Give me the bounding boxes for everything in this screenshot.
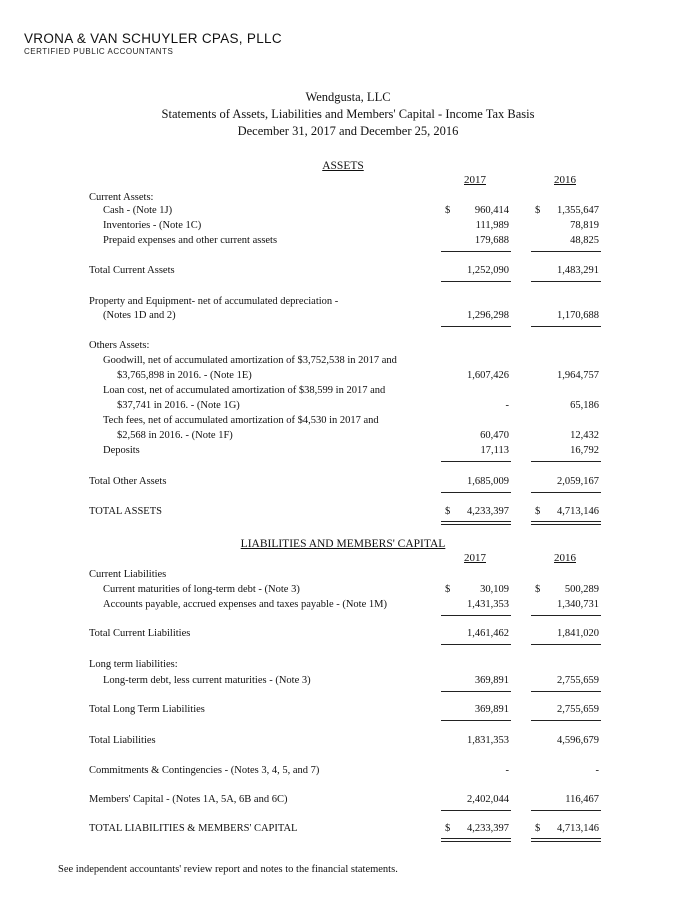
rule-prepaid-2017 [441,251,511,252]
members-capital-2016: 116,467 [565,794,599,805]
total-liab-capital-2016: 4,713,146 [557,823,599,834]
loan-cost-label-line1: Loan cost, net of accumulated amortization of $38,599 in 2017 and [103,385,386,396]
accounts-payable-2017: 1,431,353 [467,599,509,610]
total-liabilities-label: Total Liabilities [89,735,156,746]
current-maturities-2016: 500,289 [564,584,599,595]
col-header-2017: 2017 [464,174,486,186]
rule-total-long-term-2017 [441,720,511,721]
firm-letterhead [24,31,282,56]
total-assets-label: TOTAL ASSETS [89,506,162,517]
total-liab-capital-currency-2016: $ [535,823,541,834]
rule-total-current-liab-2017 [441,644,511,645]
goodwill-2016: 1,964,757 [557,370,599,381]
long-term-debt-2017: 369,891 [474,675,509,686]
rule-long-term-debt-2017 [441,691,511,692]
double-rule-total-liab-2017 [441,838,511,842]
deposits-label: Deposits [103,445,140,456]
total-assets-2017: 4,233,397 [467,506,509,517]
current-maturities-currency-2017: $ [445,584,451,595]
rule-property-2017 [441,326,511,327]
total-long-term-2016: 2,755,659 [557,704,599,715]
loan-cost-2016: 65,186 [570,400,599,411]
double-rule-total-assets-2017 [441,521,511,525]
goodwill-label-line2: $3,765,898 in 2016. - (Note 1E) [117,370,252,381]
rule-total-long-term-2016 [531,720,601,721]
col-header-2016: 2016 [554,174,576,186]
rule-deposits-2017 [441,461,511,462]
total-other-assets-label: Total Other Assets [89,476,167,487]
other-assets-heading: Others Assets: [89,340,150,351]
tech-fees-label-line1: Tech fees, net of accumulated amortization of $4,530 in 2017 and [103,415,379,426]
members-capital-label: Members' Capital - (Notes 1A, 5A, 6B and 6C) [89,794,288,805]
liab-col-header-2016: 2016 [554,552,576,564]
loan-cost-label-line2: $37,741 in 2016. - (Note 1G) [117,400,240,411]
rule-deposits-2016 [531,461,601,462]
total-current-liabilities-label: Total Current Liabilities [89,628,191,639]
rule-long-term-debt-2016 [531,691,601,692]
current-maturities-label: Current maturities of long-term debt - (Note 3) [103,584,300,595]
current-maturities-currency-2016: $ [535,584,541,595]
double-rule-total-assets-2016 [531,521,601,525]
total-current-liabilities-2017: 1,461,462 [467,628,509,639]
cash-2016: 1,355,647 [557,205,599,216]
rule-property-2016 [531,326,601,327]
accounts-payable-2016: 1,340,731 [557,599,599,610]
rule-accounts-payable-2017 [441,615,511,616]
property-2017: 1,296,298 [467,310,509,321]
inventories-2016: 78,819 [570,220,599,231]
rule-members-capital-2017 [441,810,511,811]
rule-total-current-2017 [441,281,511,282]
total-long-term-label: Total Long Term Liabilities [89,704,205,715]
cash-2017: 960,414 [474,205,509,216]
prepaid-2017: 179,688 [474,235,509,246]
deposits-2017: 17,113 [480,445,509,456]
members-capital-2017: 2,402,044 [467,794,509,805]
total-current-assets-2017: 1,252,090 [467,265,509,276]
cash-currency-2017: $ [445,205,451,216]
deposits-2016: 16,792 [570,445,599,456]
inventories-2017: 111,989 [475,220,509,231]
cash-label: Cash - (Note 1J) [103,205,173,216]
firm-subtitle: CERTIFIED PUBLIC ACCOUNTANTS [24,47,174,56]
total-liab-capital-label: TOTAL LIABILITIES & MEMBERS' CAPITAL [89,823,298,834]
total-current-liabilities-2016: 1,841,020 [557,628,599,639]
total-current-assets-2016: 1,483,291 [557,265,599,276]
prepaid-2016: 48,825 [570,235,599,246]
tech-fees-label-line2: $2,568 in 2016. - (Note 1F) [117,430,233,441]
long-term-debt-label: Long-term debt, less current maturities - (Note 3) [103,675,311,686]
rule-total-other-2017 [441,492,511,493]
property-label-line1: Property and Equipment- net of accumulated depreciation - [89,296,339,307]
company-name: Wendgusta, LLC [305,90,391,104]
current-liabilities-heading: Current Liabilities [89,569,167,580]
long-term-heading: Long term liabilities: [89,659,178,670]
total-assets-currency-2017: $ [445,506,451,517]
long-term-debt-2016: 2,755,659 [557,675,599,686]
property-label-line2: (Notes 1D and 2) [103,310,176,321]
total-liab-capital-2017: 4,233,397 [467,823,509,834]
commitments-2016: - [595,765,599,776]
loan-cost-2017: - [505,400,509,411]
current-maturities-2017: 30,109 [480,584,509,595]
rule-accounts-payable-2016 [531,615,601,616]
firm-name: VRONA & VAN SCHUYLER CPAS, PLLC [24,31,282,46]
total-current-assets-label: Total Current Assets [89,265,175,276]
assets-heading: ASSETS [322,160,364,172]
liabilities-heading: LIABILITIES AND MEMBERS' CAPITAL [240,538,446,550]
commitments-2017: - [505,765,509,776]
prepaid-label: Prepaid expenses and other current assets [103,235,278,246]
inventories-label: Inventories - (Note 1C) [103,220,202,231]
total-other-assets-2017: 1,685,009 [467,476,509,487]
liab-col-header-2017: 2017 [464,552,486,564]
property-2016: 1,170,688 [557,310,599,321]
double-rule-total-liab-2016 [531,838,601,842]
statement-title: Statements of Assets, Liabilities and Members' Capital - Income Tax Basis [161,107,535,121]
rule-total-current-liab-2016 [531,644,601,645]
current-assets-heading: Current Assets: [89,192,154,203]
statement-period: December 31, 2017 and December 25, 2016 [237,124,459,138]
total-liabilities-2016: 4,596,679 [557,735,599,746]
rule-total-current-2016 [531,281,601,282]
total-liab-capital-currency-2017: $ [445,823,451,834]
accounts-payable-label: Accounts payable, accrued expenses and taxes payable - (Note 1M) [103,599,387,610]
tech-fees-2017: 60,470 [480,430,509,441]
total-other-assets-2016: 2,059,167 [557,476,599,487]
commitments-label: Commitments & Contingencies - (Notes 3, 4, 5, and 7) [89,765,320,776]
total-long-term-2017: 369,891 [474,704,509,715]
cash-currency-2016: $ [535,205,541,216]
total-liabilities-2017: 1,831,353 [467,735,509,746]
rule-prepaid-2016 [531,251,601,252]
total-assets-2016: 4,713,146 [557,506,599,517]
tech-fees-2016: 12,432 [570,430,599,441]
goodwill-label-line1: Goodwill, net of accumulated amortization of $3,752,538 in 2017 and [103,355,397,366]
rule-total-other-2016 [531,492,601,493]
footer-note: See independent accountants' review report and notes to the financial statements. [58,864,398,875]
rule-members-capital-2016 [531,810,601,811]
total-assets-currency-2016: $ [535,506,541,517]
goodwill-2017: 1,607,426 [467,370,509,381]
